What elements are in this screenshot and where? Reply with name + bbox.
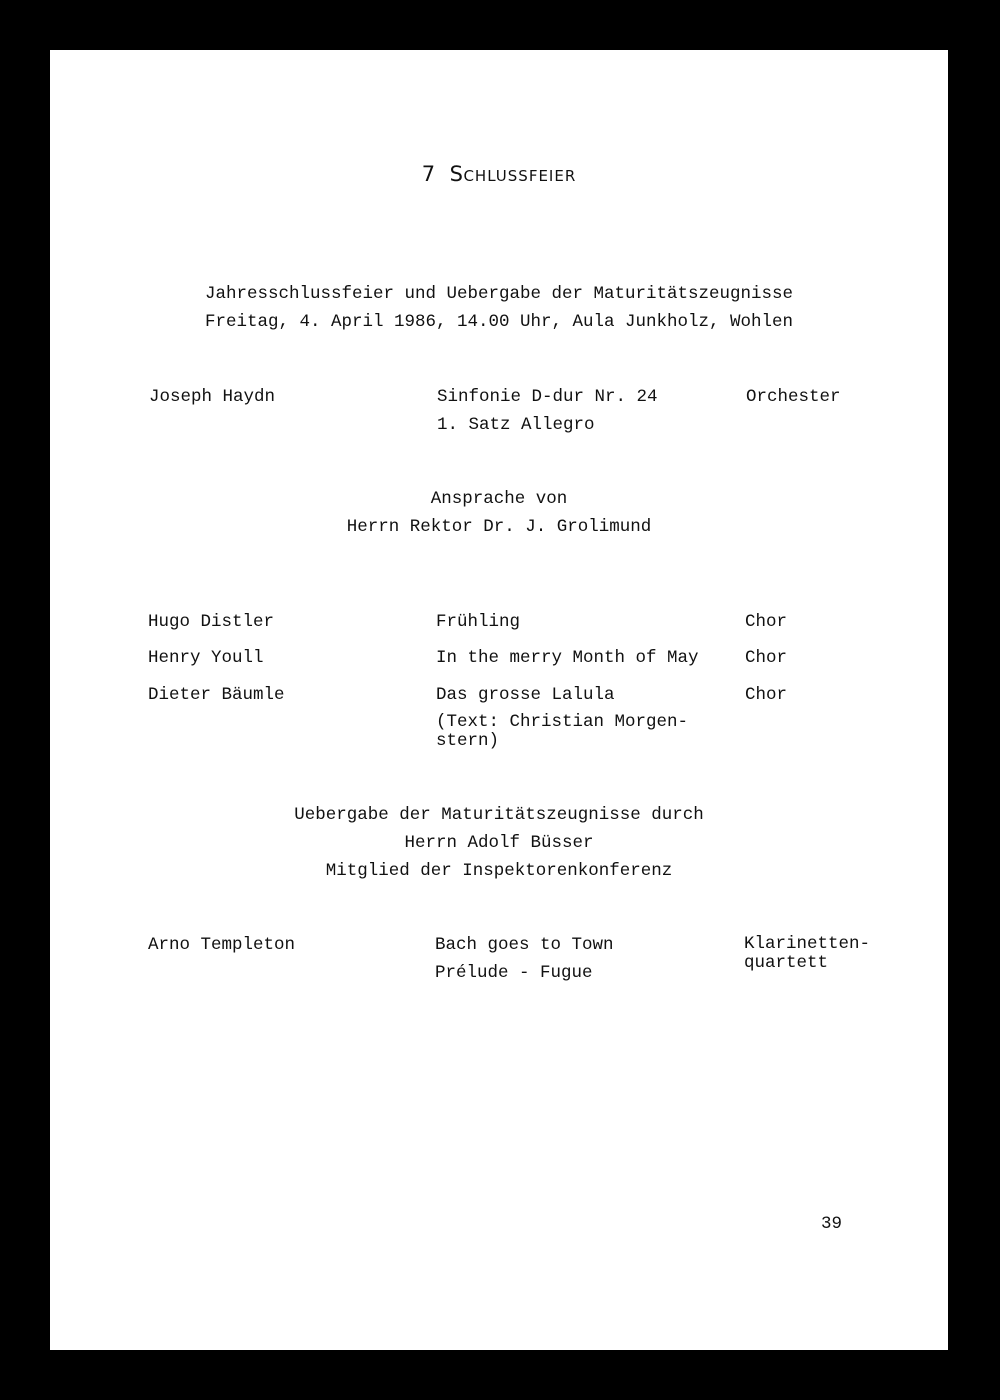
document-page — [50, 50, 948, 1350]
program-work-note: (Text: Christian Morgen- stern) — [436, 712, 689, 751]
chapter-title-rest: CHLUSSFEIER — [463, 167, 577, 185]
chapter-number: 7 — [421, 162, 436, 186]
program-work: Frühling — [436, 612, 521, 632]
speech-line-1: Ansprache von — [430, 489, 568, 509]
program-composer: Hugo Distler — [148, 612, 275, 632]
program-performer: Orchester — [746, 387, 841, 407]
program-work: Sinfonie D-dur Nr. 24 — [437, 387, 658, 407]
program-composer: Dieter Bäumle — [148, 685, 285, 705]
program-performer: Chor — [745, 612, 788, 632]
handover-line-2: Herrn Adolf Büsser — [404, 833, 594, 853]
program-composer: Joseph Haydn — [149, 387, 276, 407]
program-performer: Klarinetten- quartett — [744, 934, 871, 973]
program-composer: Henry Youll — [148, 648, 264, 668]
program-composer: Arno Templeton — [148, 935, 296, 955]
program-work: Bach goes to Town — [435, 935, 614, 955]
handover-line-1: Uebergabe der Maturitätszeugnisse durch — [294, 805, 704, 825]
program-work: In the merry Month of May — [436, 648, 699, 668]
program-work-detail: 1. Satz Allegro — [437, 415, 595, 435]
speech-line-2: Herrn Rektor Dr. J. Grolimund — [346, 517, 652, 537]
intro-line-2: Freitag, 4. April 1986, 14.00 Uhr, Aula Junkholz, Wohlen — [204, 312, 794, 332]
program-performer: Chor — [745, 648, 788, 668]
chapter-heading — [50, 162, 948, 186]
program-performer: Chor — [745, 685, 788, 705]
page-number: 39 — [821, 1214, 843, 1234]
program-work-detail: Prélude - Fugue — [435, 963, 593, 983]
intro-line-1: Jahresschlussfeier und Uebergabe der Maturitätszeugnisse — [204, 284, 794, 304]
handover-line-3: Mitglied der Inspektorenkonferenz — [325, 861, 673, 881]
chapter-title-initial: S — [449, 162, 464, 186]
program-work: Das grosse Lalula — [436, 685, 615, 705]
